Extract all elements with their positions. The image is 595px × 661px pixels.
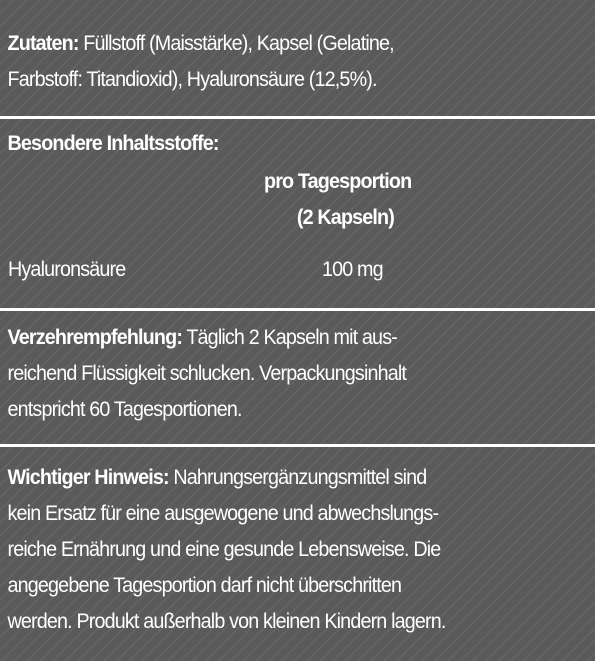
table-header-capsules: (2 Kapseln) bbox=[296, 206, 394, 229]
warning-line-5 bbox=[0, 604, 595, 640]
special-heading-line bbox=[0, 126, 595, 162]
warning-line-4 bbox=[0, 568, 595, 604]
dosage-heading: Verzehrempfehlung: bbox=[7, 326, 183, 349]
dosage-section bbox=[0, 320, 595, 428]
ingredients-section bbox=[0, 26, 595, 98]
special-heading: Besondere Inhaltsstoffe: bbox=[7, 132, 219, 155]
dosage-line-1 bbox=[0, 320, 595, 356]
table-header-per-day: pro Tagesportion bbox=[264, 170, 412, 193]
divider-1 bbox=[0, 116, 595, 119]
warning-text-4: angegebene Tagesportion darf nicht überschritten bbox=[7, 574, 402, 597]
warning-line-3 bbox=[0, 532, 595, 568]
ingredients-line-1 bbox=[0, 26, 595, 62]
warning-text-2: kein Ersatz für eine ausgewogene und abwechslungs- bbox=[7, 502, 439, 525]
warning-line-2 bbox=[0, 496, 595, 532]
divider-3 bbox=[0, 444, 595, 447]
table-row-value: 100 mg bbox=[322, 258, 383, 281]
ingredients-line-2 bbox=[0, 62, 595, 98]
dosage-text-3: entspricht 60 Tagesportionen. bbox=[7, 398, 242, 421]
ingredients-text-2: Farbstoff: Titandioxid), Hyaluronsäure (12,5%). bbox=[7, 68, 377, 91]
warning-text-3: reiche Ernährung und eine gesunde Lebensweise. Die bbox=[7, 538, 441, 561]
table-row-name: Hyaluronsäure bbox=[8, 258, 126, 281]
ingredients-heading: Zutaten: bbox=[7, 32, 79, 55]
ingredients-text-1: Füllstoff (Maisstärke), Kapsel (Gelatine, bbox=[83, 32, 394, 55]
table-column-header bbox=[264, 164, 499, 236]
dosage-text-1: Täglich 2 Kapseln mit aus- bbox=[186, 326, 397, 349]
warning-heading: Wichtiger Hinweis: bbox=[7, 466, 169, 489]
warning-line-1 bbox=[0, 460, 595, 496]
warning-section bbox=[0, 460, 595, 640]
warning-text-5: werden. Produkt außerhalb von kleinen Kindern lagern. bbox=[7, 610, 446, 633]
dosage-text-2: reichend Flüssigkeit schlucken. Verpackungsinhalt bbox=[7, 362, 407, 385]
dosage-line-3 bbox=[0, 392, 595, 428]
dosage-line-2 bbox=[0, 356, 595, 392]
warning-text-1: Nahrungsergänzungsmittel sind bbox=[173, 466, 427, 489]
divider-2 bbox=[0, 308, 595, 311]
special-ingredients-section bbox=[0, 126, 595, 162]
